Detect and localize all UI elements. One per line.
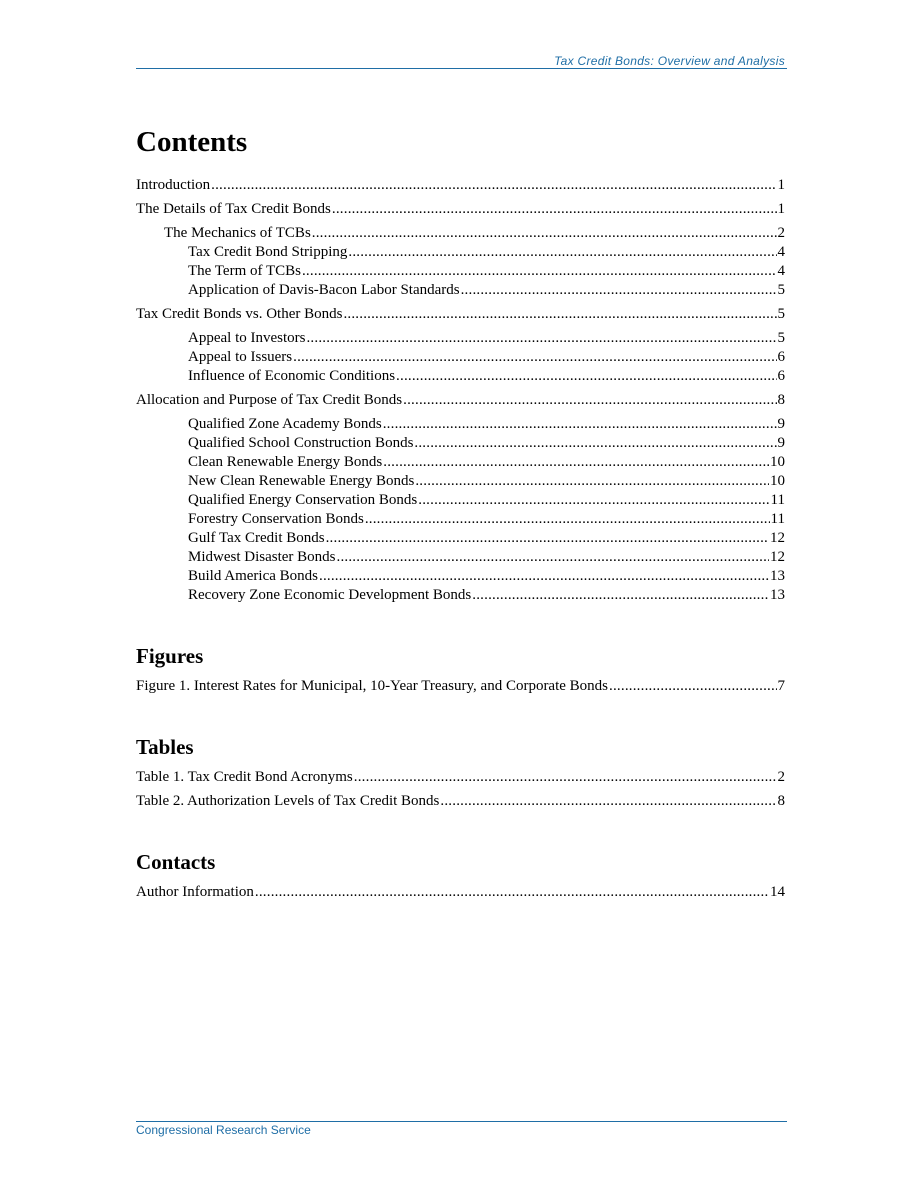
toc-entry-creb[interactable] [136, 453, 785, 472]
dot-leader [383, 415, 777, 434]
toc-entry-page: 7 [777, 678, 785, 694]
footer-rule [136, 1121, 787, 1122]
contents-heading: Contents [136, 126, 248, 158]
dot-leader [312, 224, 777, 243]
toc-entry-label: Clean Renewable Energy Bonds [188, 454, 383, 470]
toc-entry-page: 4 [777, 263, 785, 279]
dot-leader [415, 472, 769, 491]
dot-leader [326, 529, 769, 548]
toc-entry-page: 10 [770, 454, 785, 470]
dot-leader [343, 305, 776, 324]
toc-entry-label: Tax Credit Bonds vs. Other Bonds [136, 306, 343, 322]
toc-entry-page: 5 [777, 306, 785, 322]
contacts-list [136, 883, 785, 902]
toc-entry-page: 12 [770, 549, 785, 565]
dot-leader [332, 200, 777, 219]
dot-leader [440, 792, 776, 811]
toc-entry-midwest[interactable] [136, 548, 785, 567]
dot-leader [337, 548, 770, 567]
toc-entry-label: Qualified Zone Academy Bonds [188, 416, 382, 432]
toc-entry-page: 11 [770, 492, 785, 508]
toc-entry-label: Appeal to Investors [188, 330, 306, 346]
dot-leader [418, 491, 769, 510]
toc-entry-table-2[interactable] [136, 792, 785, 811]
toc-entry-allocation-and-purpose[interactable] [136, 391, 785, 410]
toc-entry-economic-conditions[interactable] [136, 367, 785, 386]
dot-leader [396, 367, 776, 386]
toc-entry-page: 4 [777, 244, 785, 260]
running-header-title: Tax Credit Bonds: Overview and Analysis [554, 54, 785, 68]
toc-entry-page: 6 [777, 368, 785, 384]
dot-leader [365, 510, 770, 529]
toc-entry-details-of-tax-credit-bonds[interactable] [136, 200, 785, 219]
toc-entry-page: 13 [770, 587, 785, 603]
toc-entry-label: Introduction [136, 177, 211, 193]
toc-entry-page: 9 [777, 435, 785, 451]
dot-leader [461, 281, 777, 300]
toc-entry-label: Gulf Tax Credit Bonds [188, 530, 325, 546]
toc-entry-recovery-zone[interactable] [136, 586, 785, 605]
toc-entry-page: 1 [777, 201, 785, 217]
toc-entry-page: 6 [777, 349, 785, 365]
dot-leader [293, 348, 776, 367]
dot-leader [319, 567, 769, 586]
toc-entry-label: Qualified School Construction Bonds [188, 435, 414, 451]
toc-entry-page: 5 [777, 330, 785, 346]
dot-leader [211, 176, 776, 195]
toc-entry-appeal-to-investors[interactable] [136, 329, 785, 348]
toc-entry-author-information[interactable] [136, 883, 785, 902]
dot-leader [414, 434, 776, 453]
dot-leader [306, 329, 776, 348]
tables-heading: Tables [136, 735, 194, 759]
toc-entry-qscb[interactable] [136, 434, 785, 453]
toc-entry-page: 10 [770, 473, 785, 489]
toc-entry-label: The Term of TCBs [188, 263, 301, 279]
toc-entry-build-america[interactable] [136, 567, 785, 586]
toc-entry-qzab[interactable] [136, 415, 785, 434]
contacts-heading: Contacts [136, 850, 216, 874]
toc-entry-term-of-tcbs[interactable] [136, 262, 785, 281]
toc-entry-table-1[interactable] [136, 768, 785, 787]
toc-entry-label: Build America Bonds [188, 568, 318, 584]
toc-entry-label: The Mechanics of TCBs [164, 225, 311, 241]
dot-leader [472, 586, 769, 605]
toc-entry-label: Influence of Economic Conditions [188, 368, 396, 384]
dot-leader [354, 768, 777, 787]
toc-entry-label: Tax Credit Bond Stripping [188, 244, 348, 260]
toc-entry-label: Table 2. Authorization Levels of Tax Credit Bonds [136, 793, 440, 809]
toc-entry-label: Figure 1. Interest Rates for Municipal, 10-Year Treasury, and Corporate Bonds [136, 678, 609, 694]
toc-entry-page: 12 [770, 530, 785, 546]
toc-entry-page: 1 [777, 177, 785, 193]
toc-entry-mechanics-of-tcbs[interactable] [136, 224, 785, 243]
toc-entry-label: Appeal to Issuers [188, 349, 293, 365]
contents-list [136, 176, 785, 605]
toc-entry-page: 9 [777, 416, 785, 432]
toc-entry-page: 5 [777, 282, 785, 298]
dot-leader [609, 677, 776, 696]
toc-entry-bond-stripping[interactable] [136, 243, 785, 262]
toc-entry-gulf[interactable] [136, 529, 785, 548]
toc-entry-page: 2 [777, 225, 785, 241]
toc-entry-page: 14 [770, 884, 785, 900]
toc-entry-page: 13 [770, 568, 785, 584]
toc-entry-qecb[interactable] [136, 491, 785, 510]
toc-entry-label: Author Information [136, 884, 254, 900]
toc-entry-page: 8 [777, 793, 785, 809]
tables-list [136, 768, 785, 811]
toc-entry-appeal-to-issuers[interactable] [136, 348, 785, 367]
toc-entry-new-creb[interactable] [136, 472, 785, 491]
toc-entry-label: Recovery Zone Economic Development Bonds [188, 587, 472, 603]
figures-heading: Figures [136, 644, 204, 668]
dot-leader [255, 883, 769, 902]
toc-entry-label: Application of Davis-Bacon Labor Standards [188, 282, 460, 298]
toc-entry-davis-bacon[interactable] [136, 281, 785, 300]
toc-entry-page: 2 [777, 769, 785, 785]
header-rule [136, 68, 787, 69]
table-of-contents [136, 120, 785, 902]
toc-entry-page: 11 [770, 511, 785, 527]
toc-entry-label: Table 1. Tax Credit Bond Acronyms [136, 769, 353, 785]
toc-entry-figure-1[interactable] [136, 677, 785, 696]
toc-entry-label: New Clean Renewable Energy Bonds [188, 473, 415, 489]
dot-leader [348, 243, 776, 262]
footer-organization: Congressional Research Service [136, 1123, 311, 1137]
toc-entry-tcb-vs-other-bonds[interactable] [136, 305, 785, 324]
toc-entry-label: Allocation and Purpose of Tax Credit Bonds [136, 392, 403, 408]
toc-entry-label: Forestry Conservation Bonds [188, 511, 364, 527]
dot-leader [403, 391, 776, 410]
toc-entry-label: Midwest Disaster Bonds [188, 549, 336, 565]
toc-entry-label: Qualified Energy Conservation Bonds [188, 492, 418, 508]
dot-leader [302, 262, 777, 281]
toc-entry-label: The Details of Tax Credit Bonds [136, 201, 331, 217]
dot-leader [383, 453, 769, 472]
figures-list [136, 677, 785, 696]
toc-entry-forestry[interactable] [136, 510, 785, 529]
toc-entry-page: 8 [777, 392, 785, 408]
toc-entry-introduction[interactable] [136, 176, 785, 195]
